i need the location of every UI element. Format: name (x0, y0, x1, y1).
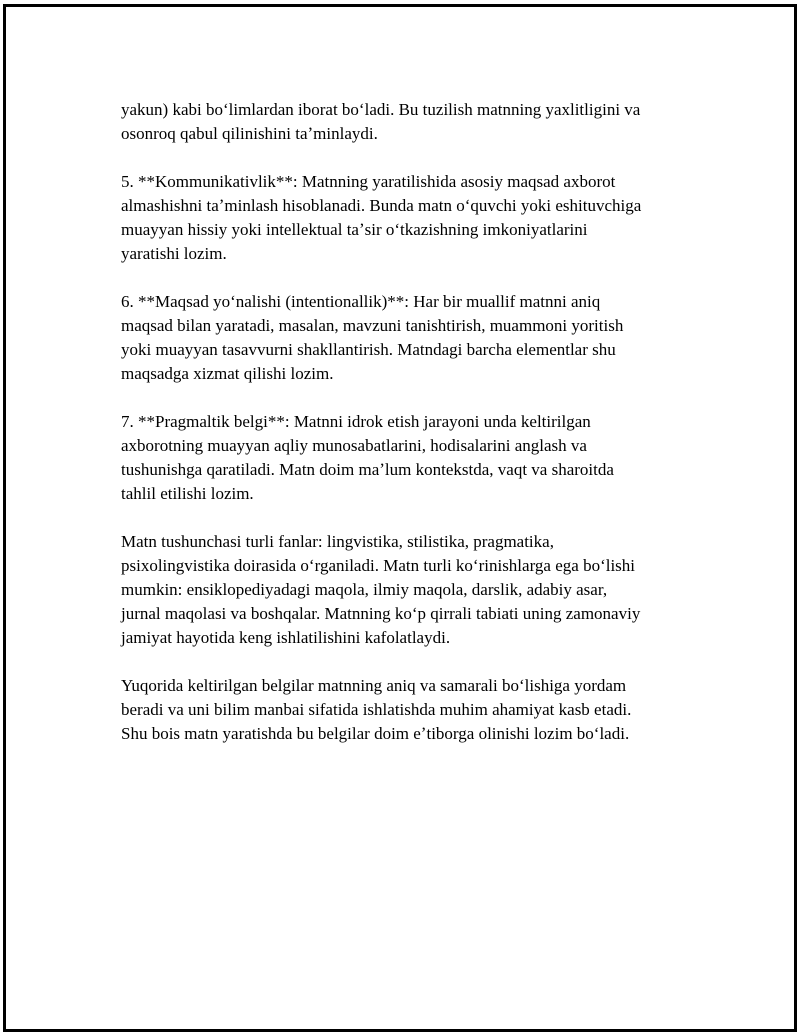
document-body (121, 98, 721, 770)
paragraph-conclusion (121, 674, 721, 746)
paragraph-pragmatic (121, 410, 721, 506)
text-line: axborotning muayyan aqliy munosabatlarini, hodisalarini anglash va (121, 436, 587, 455)
paragraph-communicativity (121, 170, 721, 266)
text-line: jamiyat hayotida keng ishlatilishini kafolatlaydi. (121, 628, 451, 647)
text-line: beradi va uni bilim manbai sifatida ishlatishda muhim ahamiyat kasb etadi. (121, 700, 632, 719)
text-line: psixolingvistika doirasida oʻrganiladi. Matn turli koʻrinishlarga ega boʻlishi (121, 556, 636, 575)
text-line: yaratishi lozim. (121, 244, 227, 263)
text-line: almashishni taʼminlash hisoblanadi. Bunda matn oʻquvchi yoki eshituvchiga (121, 196, 642, 215)
text-line: mumkin: ensiklopediyadagi maqola, ilmiy maqola, darslik, adabiy asar, (121, 580, 608, 599)
text-line: Matn tushunchasi turli fanlar: lingvistika, stilistika, pragmatika, (121, 532, 554, 551)
text-line: jurnal maqolasi va boshqalar. Matnning koʻp qirrali tabiati uning zamonaviy (121, 604, 641, 623)
text-line: 6. **Maqsad yoʻnalishi (intentionallik)**: Har bir muallif matnni aniq (121, 292, 601, 311)
paragraph-intentionality (121, 290, 721, 386)
document-page (3, 4, 797, 1032)
paragraph-structure-end (121, 98, 721, 146)
text-line: tahlil etilishi lozim. (121, 484, 254, 503)
text-line: osonroq qabul qilinishini taʼminlaydi. (121, 124, 378, 143)
text-line: 7. **Pragmaltik belgi**: Matnni idrok etish jarayoni unda keltirilgan (121, 412, 591, 431)
text-line: yoki muayyan tasavvurni shakllantirish. Matndagi barcha elementlar shu (121, 340, 616, 359)
text-line: maqsadga xizmat qilishi lozim. (121, 364, 334, 383)
text-line: 5. **Kommunikativlik**: Matnning yaratilishida asosiy maqsad axborot (121, 172, 616, 191)
text-line: Yuqorida keltirilgan belgilar matnning aniq va samarali boʻlishiga yordam (121, 676, 627, 695)
text-line: muayyan hissiy yoki intellektual taʼsir oʻtkazishning imkoniyatlarini (121, 220, 588, 239)
text-line: yakun) kabi boʻlimlardan iborat boʻladi. Bu tuzilish matnning yaxlitligini va (121, 100, 641, 119)
paragraph-text-concept (121, 530, 721, 650)
text-line: Shu bois matn yaratishda bu belgilar doim eʼtiborga olinishi lozim boʻladi. (121, 724, 630, 743)
text-line: tushunishga qaratiladi. Matn doim maʼlum kontekstda, vaqt va sharoitda (121, 460, 614, 479)
text-line: maqsad bilan yaratadi, masalan, mavzuni tanishtirish, muammoni yoritish (121, 316, 624, 335)
